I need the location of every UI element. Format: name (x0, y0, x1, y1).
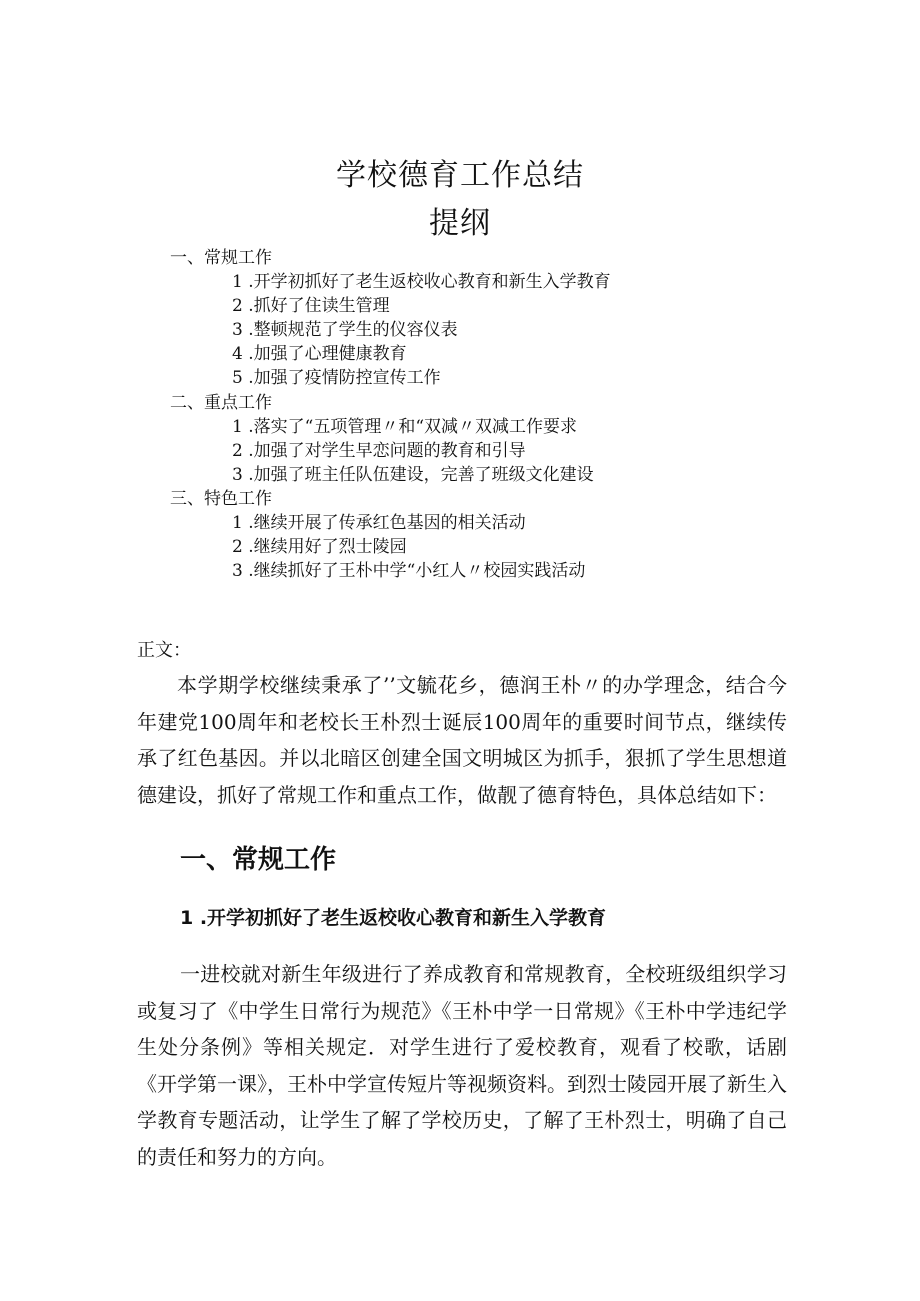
outline-item: 2 .抓好了住读生管理 (232, 296, 390, 316)
outline-item: 5 .加强了疫情防控宣传工作 (232, 368, 441, 388)
document-title: 学校德育工作总结 (336, 158, 584, 193)
body-paragraph: 一进校就对新生年级进行了养成教育和常规教育，全校班级组织学习或复习了《中学生日常行为规范》《王朴中学一日常规》《王朴中学违纪学生处分条例》等相关规定．对学生进行了爱校教育，观看了校歌，话剧《开学第一课》，王朴中学宣传短片等视频资料。到烈士陵园开展了新生入学教育专题活动，让学生了解了学校历史，了解了王朴烈士，明确了自己的责任和努力的方向。 (137, 962, 787, 1169)
outline-heading-3: 三、特色工作 (170, 489, 272, 509)
intro-paragraph: 本学期学校继续秉承了’’文毓花乡，德润王朴〃的办学理念，结合今年建党100周年和老校长王朴烈士诞辰100周年的重要时间节点，继续传承了红色基因。并以北暗区创建全国文明城区为抓手，狠抓了学生思想道德建设，抓好了常规工作和重点工作，做靓了德育特色，具体总结如下： (137, 673, 787, 807)
outline-item: 2 .加强了对学生早恋问题的教育和引导 (232, 441, 526, 461)
outline-item: 3 .整顿规范了学生的仪容仪表 (232, 320, 458, 340)
document-subtitle: 提纲 (429, 206, 491, 241)
section-heading: 一、常规工作 (180, 845, 337, 875)
outline-item: 3 .继续抓好了王朴中学“小红人〃校园实践活动 (232, 561, 586, 581)
body-label: 正文： (137, 640, 191, 661)
outline-heading-1: 一、常规工作 (170, 248, 272, 268)
outline-item: 2 .继续用好了烈士陵园 (232, 537, 407, 557)
subsection-heading: 1 .开学初抓好了老生返校收心教育和新生入学教育 (180, 907, 607, 929)
outline-item: 3 .加强了班主任队伍建设，完善了班级文化建设 (232, 465, 594, 485)
outline-item: 4 .加强了心理健康教育 (232, 344, 407, 364)
outline-item: 1 .落实了“五项管理〃和“双减〃双减工作要求 (232, 417, 578, 437)
outline-item: 1 .继续开展了传承红色基因的相关活动 (232, 513, 526, 533)
outline-item: 1 .开学初抓好了老生返校收心教育和新生入学教育 (232, 272, 611, 292)
outline-heading-2: 二、重点工作 (170, 393, 272, 413)
